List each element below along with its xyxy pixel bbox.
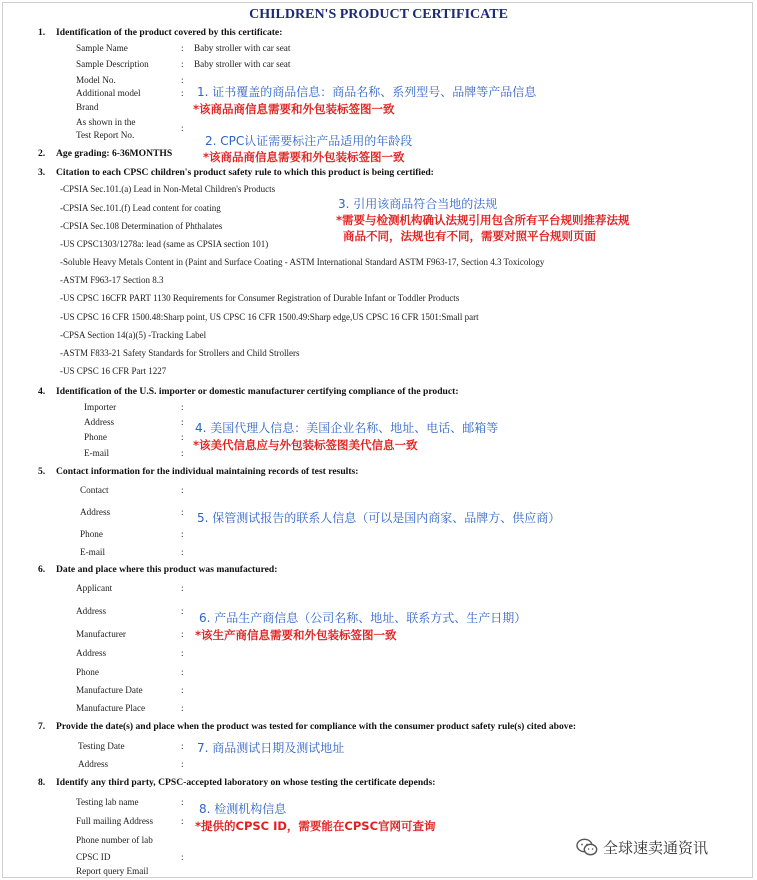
sample-name-value: Baby stroller with car seat <box>194 43 291 53</box>
citation-item: -CPSIA Sec.101.(f) Lead content for coating <box>60 203 221 213</box>
wechat-logo-icon <box>576 838 598 856</box>
testing-date-label: Testing Date <box>78 741 125 751</box>
colon: : <box>181 402 184 412</box>
section-3-number: 3. <box>38 167 46 178</box>
section-5-heading: Contact information for the individual maintaining records of test results: <box>56 466 359 477</box>
contact-email-label: E-mail <box>80 547 106 557</box>
section-2-heading: Age grading: 6-36MONTHS <box>56 148 173 159</box>
testing-address-label: Address <box>78 759 109 769</box>
annotation-7: 7. 商品测试日期及测试地址 <box>197 741 345 755</box>
brand-label: Brand <box>76 102 99 112</box>
annotation-4: 4. 美国代理人信息：美国企业名称、地址、电话、邮箱等 <box>195 421 499 435</box>
colon: : <box>181 75 184 85</box>
colon: : <box>181 507 184 517</box>
colon: : <box>181 703 184 713</box>
colon: : <box>181 417 184 427</box>
testing-lab-name-label: Testing lab name <box>76 797 139 807</box>
importer-email-label: E-mail <box>84 448 110 458</box>
sample-description-value: Baby stroller with car seat <box>194 59 291 69</box>
as-shown-label-line1: As shown in the <box>76 117 136 127</box>
section-8-number: 8. <box>38 777 46 788</box>
annotation-3: 3. 引用该商品符合当地的法规 <box>338 197 498 211</box>
citation-item: -CPSIA Sec.108 Determination of Phthalates <box>60 221 223 231</box>
annotation-2: 2. CPC认证需要标注产品适用的年龄段 <box>205 134 413 148</box>
colon: : <box>181 43 184 53</box>
colon: : <box>181 123 184 133</box>
colon: : <box>181 667 184 677</box>
colon: : <box>181 797 184 807</box>
colon: : <box>181 741 184 751</box>
annotation-4-note: *该美代信息应与外包装标签图美代信息一致 <box>193 438 418 452</box>
colon: : <box>181 529 184 539</box>
colon: : <box>181 583 184 593</box>
colon: : <box>181 485 184 495</box>
section-6-number: 6. <box>38 564 46 575</box>
annotation-1-note: *该商品商信息需要和外包装标签图一致 <box>193 102 395 116</box>
colon: : <box>181 685 184 695</box>
section-8-heading: Identify any third party, CPSC-accepted laboratory on whose testing the certificate depends: <box>56 777 436 788</box>
manufacturer-label: Manufacturer <box>76 629 126 639</box>
annotation-8: 8. 检测机构信息 <box>199 802 287 816</box>
section-2-number: 2. <box>38 148 46 159</box>
additional-model-label: Additional model <box>76 88 141 98</box>
colon: : <box>181 606 184 616</box>
annotation-2-note: *该商品商信息需要和外包装标签图一致 <box>203 150 405 164</box>
colon: : <box>181 88 184 98</box>
citation-item: -CPSA Section 14(a)(5) -Tracking Label <box>60 330 207 340</box>
section-1-number: 1. <box>38 27 46 38</box>
annotation-6-note: *该生产商信息需要和外包装标签图一致 <box>195 628 397 642</box>
citation-item: -ASTM F833-21 Safety Standards for Strollers and Child Strollers <box>60 348 300 358</box>
annotation-8-note: *提供的CPSC ID，需要能在CPSC官网可查询 <box>195 819 436 833</box>
citation-item: -Soluble Heavy Metals Content in (Paint and Surface Coating - ASTM International Standard ASTM F963-17, Section 4.3 Toxicology <box>60 257 545 267</box>
colon: : <box>181 448 184 458</box>
importer-phone-label: Phone <box>84 432 107 442</box>
contact-address-label: Address <box>80 507 111 517</box>
certificate-title: CHILDREN'S PRODUCT CERTIFICATE <box>249 7 508 22</box>
citation-item: -CPSIA Sec.101.(a) Lead in Non-Metal Children's Products <box>60 184 276 194</box>
colon: : <box>181 629 184 639</box>
watermark-text: 全球速卖通资讯 <box>603 839 709 857</box>
cpsc-id-label: CPSC ID <box>76 852 111 862</box>
contact-phone-label: Phone <box>80 529 103 539</box>
sample-description-label: Sample Description <box>76 59 149 69</box>
as-shown-label-line2: Test Report No. <box>76 130 135 140</box>
annotation-3-note-1: *需要与检测机构确认法规引用包含所有平台规则推荐法规 <box>336 213 630 227</box>
colon: : <box>181 432 184 442</box>
annotation-6: 6. 产品生产商信息（公司名称、地址、联系方式、生产日期） <box>199 611 527 625</box>
section-7-number: 7. <box>38 721 46 732</box>
citation-item: -ASTM F963-17 Section 8.3 <box>60 275 164 285</box>
contact-label: Contact <box>80 485 109 495</box>
section-4-heading: Identification of the U.S. importer or domestic manufacturer certifying compliance of the product: <box>56 386 459 397</box>
manufacture-place-label: Manufacture Place <box>76 703 146 713</box>
sample-name-label: Sample Name <box>76 43 128 53</box>
citation-item: -US CPSC 16 CFR 1500.48:Sharp point, US CPSC 16 CFR 1500.49:Sharp edge,US CPSC 16 CFR 1501:Small part <box>60 312 479 322</box>
citation-item: -US CPSC 16 CFR Part 1227 <box>60 366 167 376</box>
section-6-heading: Date and place where this product was manufactured: <box>56 564 278 575</box>
colon: : <box>181 648 184 658</box>
report-query-email-label: Report query Email <box>76 866 149 876</box>
full-mailing-address-label: Full mailing Address <box>76 816 154 826</box>
section-3-heading: Citation to each CPSC children's product safety rule to which this product is being certified: <box>56 167 434 178</box>
citation-item: -US CPSC 16CFR PART 1130 Requirements for Consumer Registration of Durable Infant or Toddler Products <box>60 293 460 303</box>
colon: : <box>181 59 184 69</box>
phone-number-of-lab-label: Phone number of lab <box>76 835 153 845</box>
manufacturer-address-label: Address <box>76 648 107 658</box>
colon: : <box>181 759 184 769</box>
manufacture-date-label: Manufacture Date <box>76 685 143 695</box>
model-no-label: Model No. <box>76 75 116 85</box>
citation-item: -US CPSC1303/1278a: lead (same as CPSIA section 101) <box>60 239 269 249</box>
applicant-label: Applicant <box>76 583 113 593</box>
manufacturer-phone-label: Phone <box>76 667 99 677</box>
section-7-heading: Provide the date(s) and place when the product was tested for compliance with the consumer product safety rule(s) cited above: <box>56 721 577 732</box>
importer-label: Importer <box>84 402 117 412</box>
applicant-address-label: Address <box>76 606 107 616</box>
annotation-1: 1. 证书覆盖的商品信息：商品名称、系列型号、品牌等产品信息 <box>197 85 537 99</box>
section-1-heading: Identification of the product covered by this certificate: <box>56 27 283 38</box>
colon: : <box>181 547 184 557</box>
annotation-5: 5. 保管测试报告的联系人信息（可以是国内商家、品牌方、供应商） <box>197 511 561 525</box>
colon: : <box>181 852 184 862</box>
importer-address-label: Address <box>84 417 115 427</box>
annotation-3-note-2: 商品不同，法规也有不同，需要对照平台规则页面 <box>343 229 596 243</box>
section-4-number: 4. <box>38 386 46 397</box>
section-5-number: 5. <box>38 466 46 477</box>
colon: : <box>181 816 184 826</box>
